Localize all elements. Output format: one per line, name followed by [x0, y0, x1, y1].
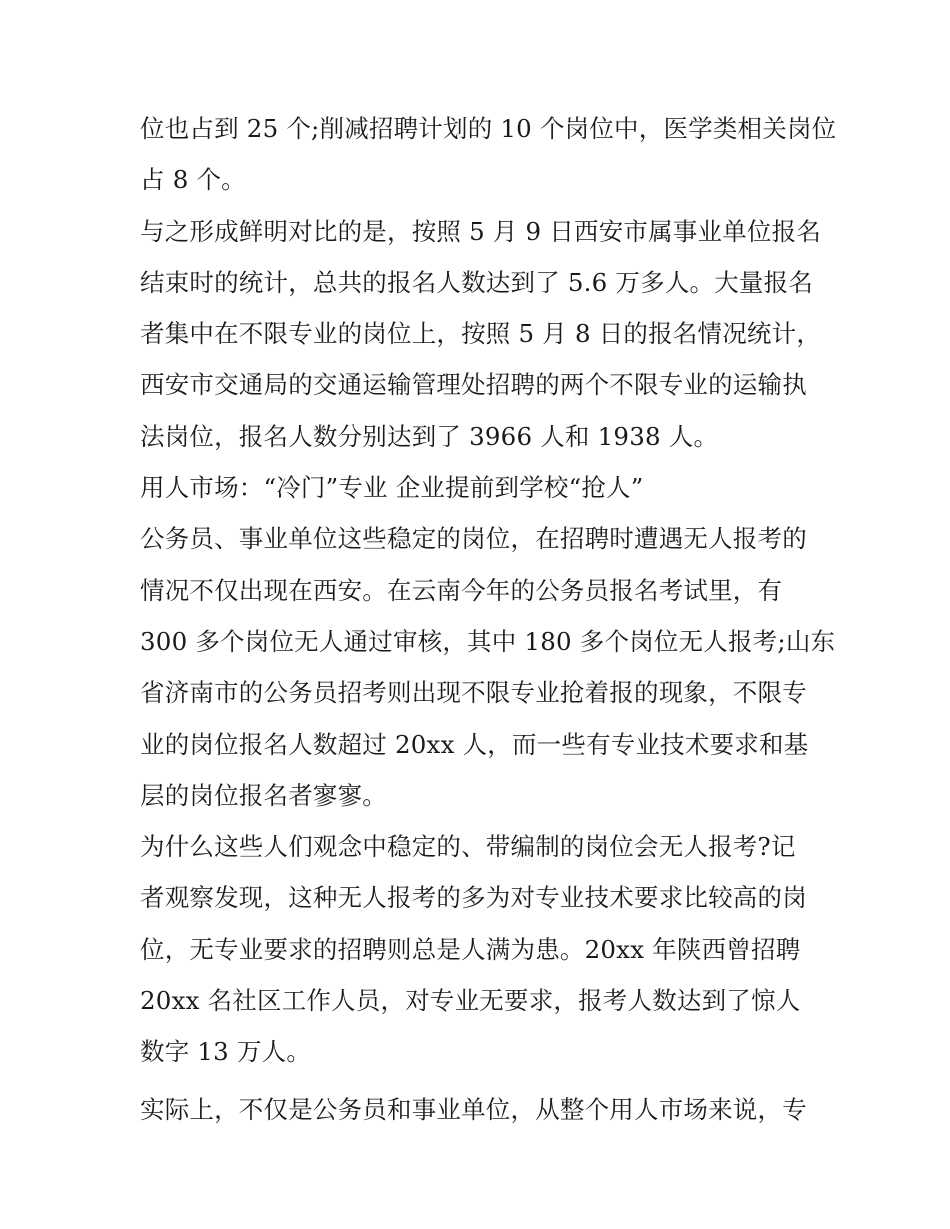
text-line: 20xx 名社区工作人员，对专业无要求，报考人数达到了惊人	[140, 986, 801, 1016]
section-heading: 用人市场：“冷门”专业 企业提前到学校“抢人”	[140, 473, 644, 503]
text-line: 占 8 个。	[140, 165, 246, 195]
text-line: 层的岗位报名者寥寥。	[140, 780, 387, 810]
text-line: 省济南市的公务员招考则出现不限专业抢着报的现象，不限专	[140, 678, 807, 708]
text-line: 公务员、事业单位这些稳定的岗位，在招聘时遭遇无人报考的	[140, 524, 807, 554]
text-line: 实际上，不仅是公务员和事业单位，从整个用人市场来说，专	[140, 1094, 807, 1124]
text-line: 法岗位，报名人数分别达到了 3966 人和 1938 人。	[140, 421, 719, 451]
text-line: 位，无专业要求的招聘则总是人满为患。20xx 年陕西曾招聘	[140, 934, 801, 964]
text-line: 者观察发现，这种无人报考的多为对专业技术要求比较高的岗	[140, 883, 807, 913]
text-line: 为什么这些人们观念中稳定的、带编制的岗位会无人报考?记	[140, 832, 796, 862]
text-line: 位也占到 25 个;削减招聘计划的 10 个岗位中，医学类相关岗位	[140, 114, 837, 143]
text-line: 情况不仅出现在西安。在云南今年的公务员报名考试里，有	[140, 575, 783, 605]
text-line: 者集中在不限专业的岗位上，按照 5 月 8 日的报名情况统计，	[140, 319, 822, 349]
article-body	[140, 103, 837, 1135]
text-line: 与之形成鲜明对比的是，按照 5 月 9 日西安市属事业单位报名	[140, 216, 822, 246]
text-line: 业的岗位报名人数超过 20xx 人，而一些有专业技术要求和基	[140, 729, 809, 759]
text-line: 300 多个岗位无人通过审核，其中 180 多个岗位无人报考;山东	[140, 626, 836, 656]
text-line: 结束时的统计，总共的报名人数达到了 5.6 万多人。大量报名	[140, 267, 814, 297]
text-line: 数字 13 万人。	[140, 1037, 312, 1067]
text-line: 西安市交通局的交通运输管理处招聘的两个不限专业的运输执	[140, 370, 807, 400]
